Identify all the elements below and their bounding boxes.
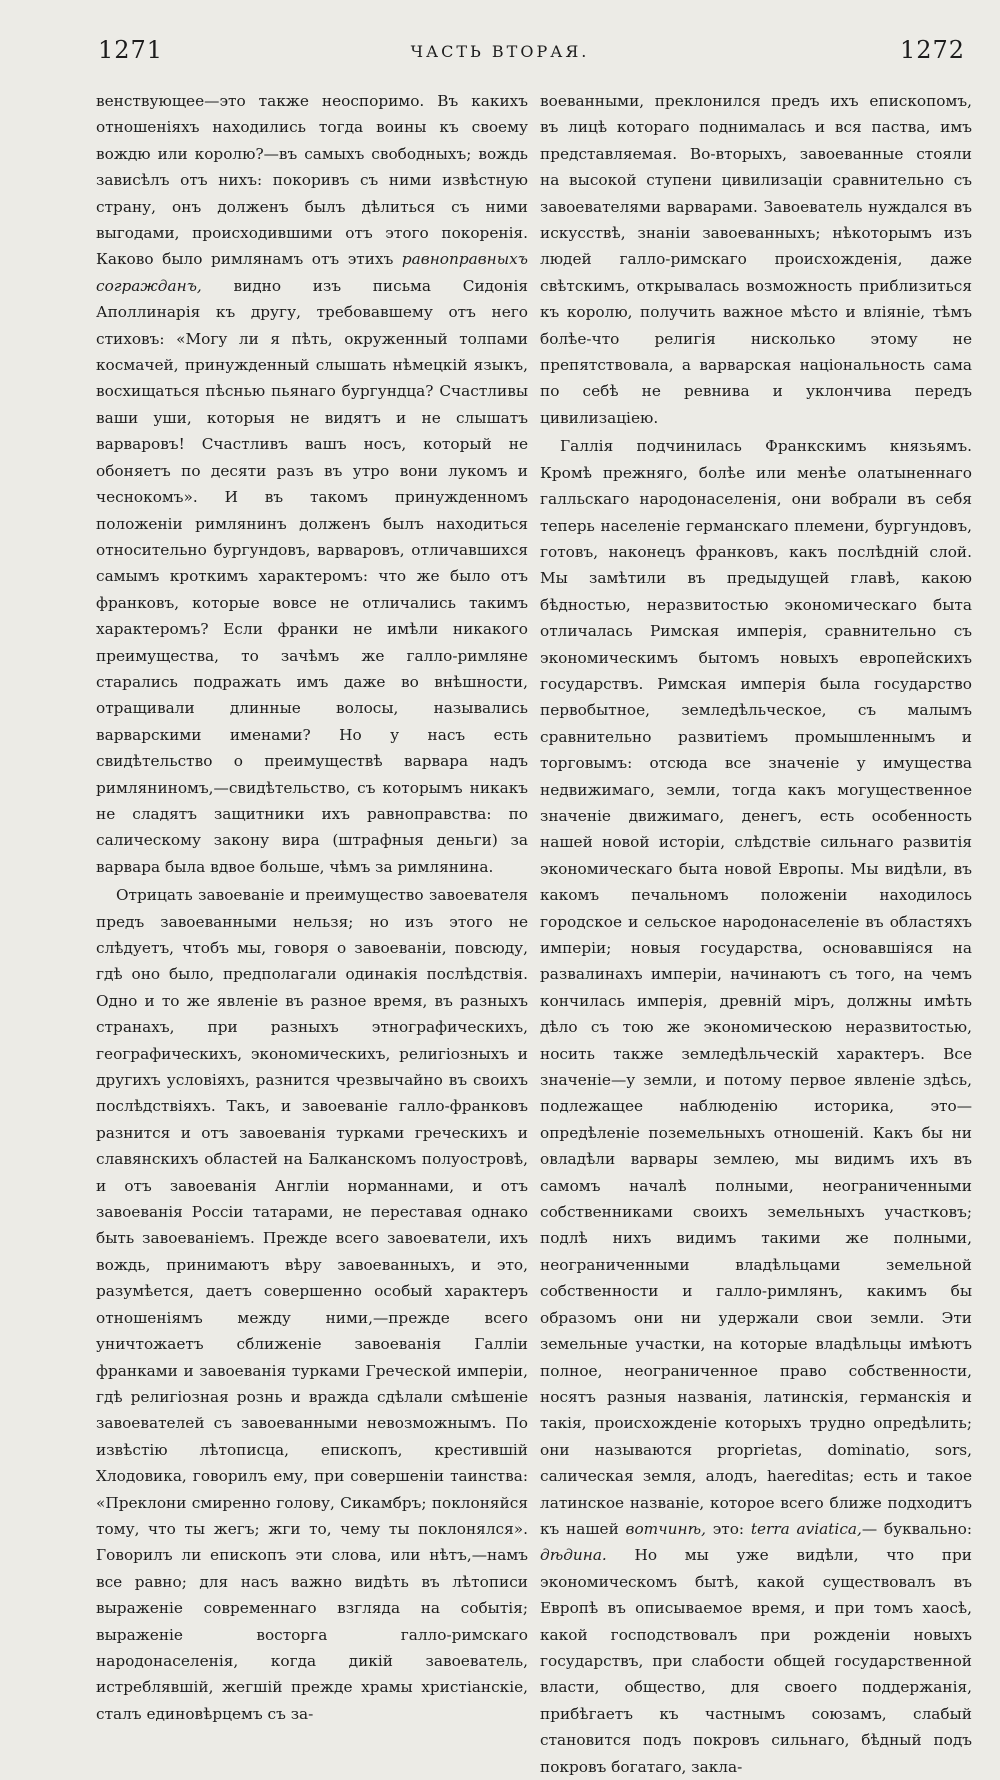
left-paragraph-2: Отрицать завоеваніе и преимущество завоевателя предъ завоеванными нельзя; но изъ этого не слѣдуетъ, чтобъ мы, говоря о завоеваніи, повсюду, гдѣ оно было, предполагали одинакія послѣдствія. Одно и то же явленіе въ разное время, въ разныхъ странахъ, при разныхъ этнографическихъ, географическихъ, экономическихъ, религіозныхъ и другихъ условіяхъ, разнится чрезвычайно въ своихъ послѣдствіяхъ. Такъ, и завоеваніе галло-франковъ разнится и отъ завоеванія турками греческихъ и славянскихъ областей на Балканскомъ полуостровѣ, и отъ завоеванія Англіи норманнами, и отъ завоеванія Россіи татарами, не переставая однако быть завоеваніемъ. Прежде всего завоеватели, ихъ вождь, принимаютъ вѣру завоеванныхъ, и это, разумѣется, даетъ совершенно особый характеръ отношеніямъ между ними,—прежде всего уничтожаетъ сближеніе завоеванія Галліи франками и завоеванія турками Греческой имперіи, гдѣ религіозная рознь и вражда сдѣлали смѣшеніе завоевателей съ завоеванными невозможнымъ. По извѣстію лѣтописца, епископъ, крестившій Хлодовика, говорилъ ему, при совершеніи таинства: «Преклони смиренно голову, Сикамбръ; поклоняйся тому, что ты жегъ; жги то, чему ты поклонялся». Говорилъ ли епископъ эти слова, или нѣтъ,—намъ все равно; для насъ важно видѣть въ лѣтописи выраженіе современнаго взгляда на событія; выраженіе восторга галло-римскаго народонаселенія, когда дикій завоеватель, истреблявшій, жегшій прежде храмы христіанскіе, сталъ единовѣрцемъ съ за- [96,886,528,1723]
italic-phrase: terra aviatica, [750,1519,862,1538]
right-paragraph-1: воеванными, преклонился предъ ихъ епископомъ, въ лицѣ котораго поднималась и вся паства, имъ представляемая. Во-вторыхъ, завоеванные стояли на высокой ступени цивилизаціи сравнительно съ завоевателями варварами. Завоеватель нуждался въ искусствѣ, знаніи завоеванныхъ; нѣкоторымъ изъ людей галло-римскаго происхожденія, даже свѣтскимъ, открывалась возможность приблизиться къ королю, получить важное мѣсто и вліяніе, тѣмъ болѣе-что религія нисколько этому не препятствовала, а варварская національность сама по себѣ не ревнива и уклончива передъ цивилизаціею. [540,92,972,427]
italic-phrase: равноправныхъ согражданъ, [96,250,528,295]
right-paragraph-2: Галлія подчинилась Франкскимъ князьямъ. Кромѣ прежняго, болѣе или менѣе олатыненнаго галльскаго народонаселенія, они вобрали въ себя теперь населеніе германскаго племени, бургундовъ, готовъ, наконецъ франковъ, какъ послѣдній слой. Мы замѣтили въ предыдущей главѣ, какою бѣдностью, неразвитостью экономическаго быта отличалась Римская имперія, сравнительно съ экономическимъ бытомъ новыхъ европейскихъ государствъ. Римская имперія была государство первобытное, земледѣльческое, съ малымъ сравнительно развитіемъ промышленнымъ и торговымъ: отсюда все значеніе у имущества недвижимаго, земли, тогда какъ могущественное значеніе движимаго, денегъ, есть особенность нашей новой исторіи, слѣдствіе сильнаго развитія экономическаго быта новой Европы. Мы видѣли, въ какомъ печальномъ положеніи находилось городское и сельское народонаселеніе въ областяхъ имперіи; новыя государства, основавшіяся на развалинахъ имперіи, начинаютъ съ того, на чемъ кончилась имперія, древній міръ, должны имѣть дѣло съ тою же экономическою неразвитостью, носить также земледѣльческій характеръ. Все значеніе—у земли, и потому первое явленіе здѣсь, подлежащее наблюденію историка, это—опредѣленіе поземельныхъ отношеній. Какъ бы ни овладѣли варвары землею, мы видимъ ихъ въ самомъ началѣ полными, неограниченными собственниками своихъ земельныхъ участковъ; подлѣ нихъ видимъ такими же полными, неограниченными владѣльцами земельной собственности и галло-римлянъ, какимъ бы образомъ они ни удержали свои земли. Эти земельные участки, на которые владѣльцы имѣютъ полное, неограниченное право собственности, носятъ разныя названія, латинскія, германскія и такія, происхожденіе которыхъ трудно опредѣлить; они называются proprietas, dominatio, sors, салическая земля, алодъ, haereditas; есть и такое латинское названіе, которое всего ближе подходитъ къ нашей вотчинѣ, это: terra aviatica,— буквально: дѣдина. Но мы уже видѣли, что при экономическомъ бытѣ, какой существовалъ въ Европѣ въ описываемое время, и при томъ хаосѣ, какой господствовалъ при рожденіи новыхъ государствъ, при слабости общей государственной власти, общество, для своего поддержанія, прибѣгаетъ къ частнымъ союзамъ, слабый становится подъ покровъ сильнаго, бѣдный подъ покровъ богатаго, закла- [540,437,973,1776]
running-title: ЧАСТЬ ВТОРАЯ. [410,42,590,61]
page-number-right: 1272 [900,36,966,64]
right-column [540,88,972,1780]
italic-phrase: вотчинѣ, [625,1519,706,1538]
left-paragraph-1: венствующее—это также неоспоримо. Въ какихъ отношеніяхъ находились тогда воины къ своему вождю или королю?—въ самыхъ свободныхъ; вождь зависѣлъ отъ нихъ: покоривъ съ ними извѣстную страну, онъ долженъ былъ дѣлиться съ ними выгодами, происходившими отъ этого покоренія. Каково было римлянамъ отъ этихъ равноправныхъ согражданъ, видно изъ письма Сидонія Аполлинарія къ другу, требовавшему отъ него стиховъ: «Могу ли я пѣть, окруженный толпами космачей, принужденный слышать нѣмецкій языкъ, восхищаться пѣснью пьянаго бургундца? Счастливы ваши уши, которыя не видятъ и не слышатъ варваровъ! Счастливъ вашъ носъ, который не обоняетъ по десяти разъ въ утро вони лукомъ и чеснокомъ». И въ такомъ принужденномъ положеніи римлянинъ долженъ былъ находиться относительно бургундовъ, варваровъ, отличавшихся самымъ кроткимъ характеромъ: что же было отъ франковъ, которые вовсе не отличались такимъ характеромъ? Если франки не имѣли никакого преимущества, то зачѣмъ же галло-римляне старались подражать имъ даже во внѣшности, отращивали длинные волосы, назывались варварскими именами? Но у насъ есть свидѣтельство о преимуществѣ варвара надъ римляниномъ,—свидѣтельство, съ которымъ никакъ не сладятъ защитники ихъ равноправства: по салическому закону вира (штрафныя деньги) за варвара была вдвое больше, чѣмъ за римлянина. [96,92,528,876]
left-column [96,88,528,1727]
italic-phrase: дѣдина. [540,1546,607,1565]
page-number-left: 1271 [98,36,164,64]
